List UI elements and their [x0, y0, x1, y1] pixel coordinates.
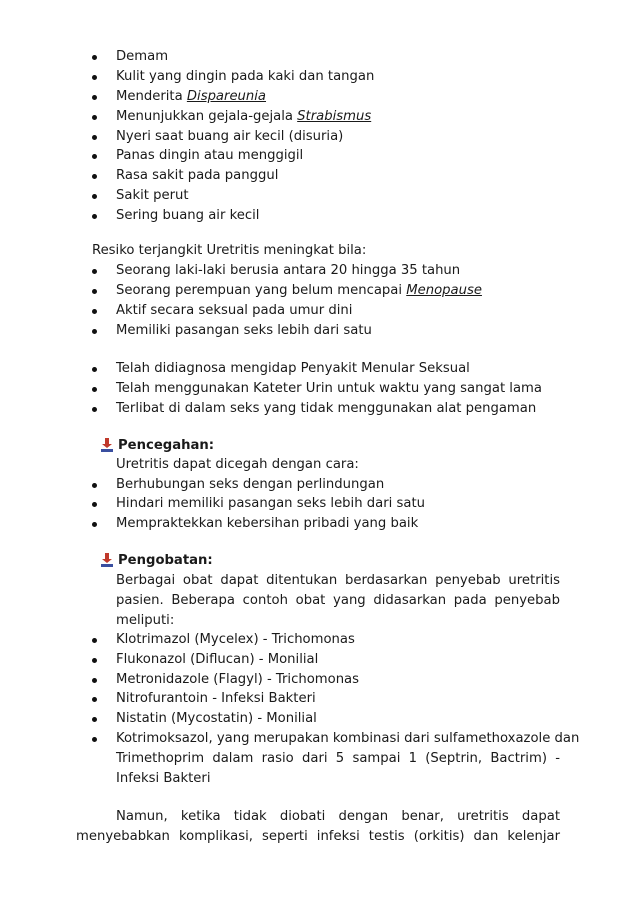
closing-paragraph-line: menyebabkan komplikasi, seperti infeksi testis (orkitis) dan kelenjar — [76, 829, 560, 844]
risk-intro: Resiko terjangkit Uretritis meningkat bila: — [92, 243, 367, 258]
download-arrow-icon — [100, 438, 114, 452]
treatment-intro-line: pasien. Beberapa contoh obat yang didasarkan pada penyebab — [116, 593, 560, 608]
download-arrow-icon — [100, 553, 114, 567]
prevention-intro: Uretritis dapat dicegah dengan cara: — [116, 457, 359, 472]
treatment-intro-line: Berbagai obat dapat ditentukan berdasarkan penyebab uretritis — [116, 573, 560, 588]
list-item-continuation: Trimethoprim dalam rasio dari 5 sampai 1 (Septrin, Bactrim) - — [116, 751, 560, 766]
link-menopause[interactable]: Menopause — [406, 283, 482, 298]
treatment-intro-line: meliputi: — [116, 613, 175, 628]
link-strabismus[interactable]: Strabismus — [297, 109, 372, 124]
closing-paragraph-line: Namun, ketika tidak diobati dengan benar, uretritis dapat — [116, 809, 560, 824]
link-dispareunia[interactable]: Dispareunia — [186, 89, 267, 104]
list-item-continuation: Infeksi Bakteri — [116, 771, 211, 786]
